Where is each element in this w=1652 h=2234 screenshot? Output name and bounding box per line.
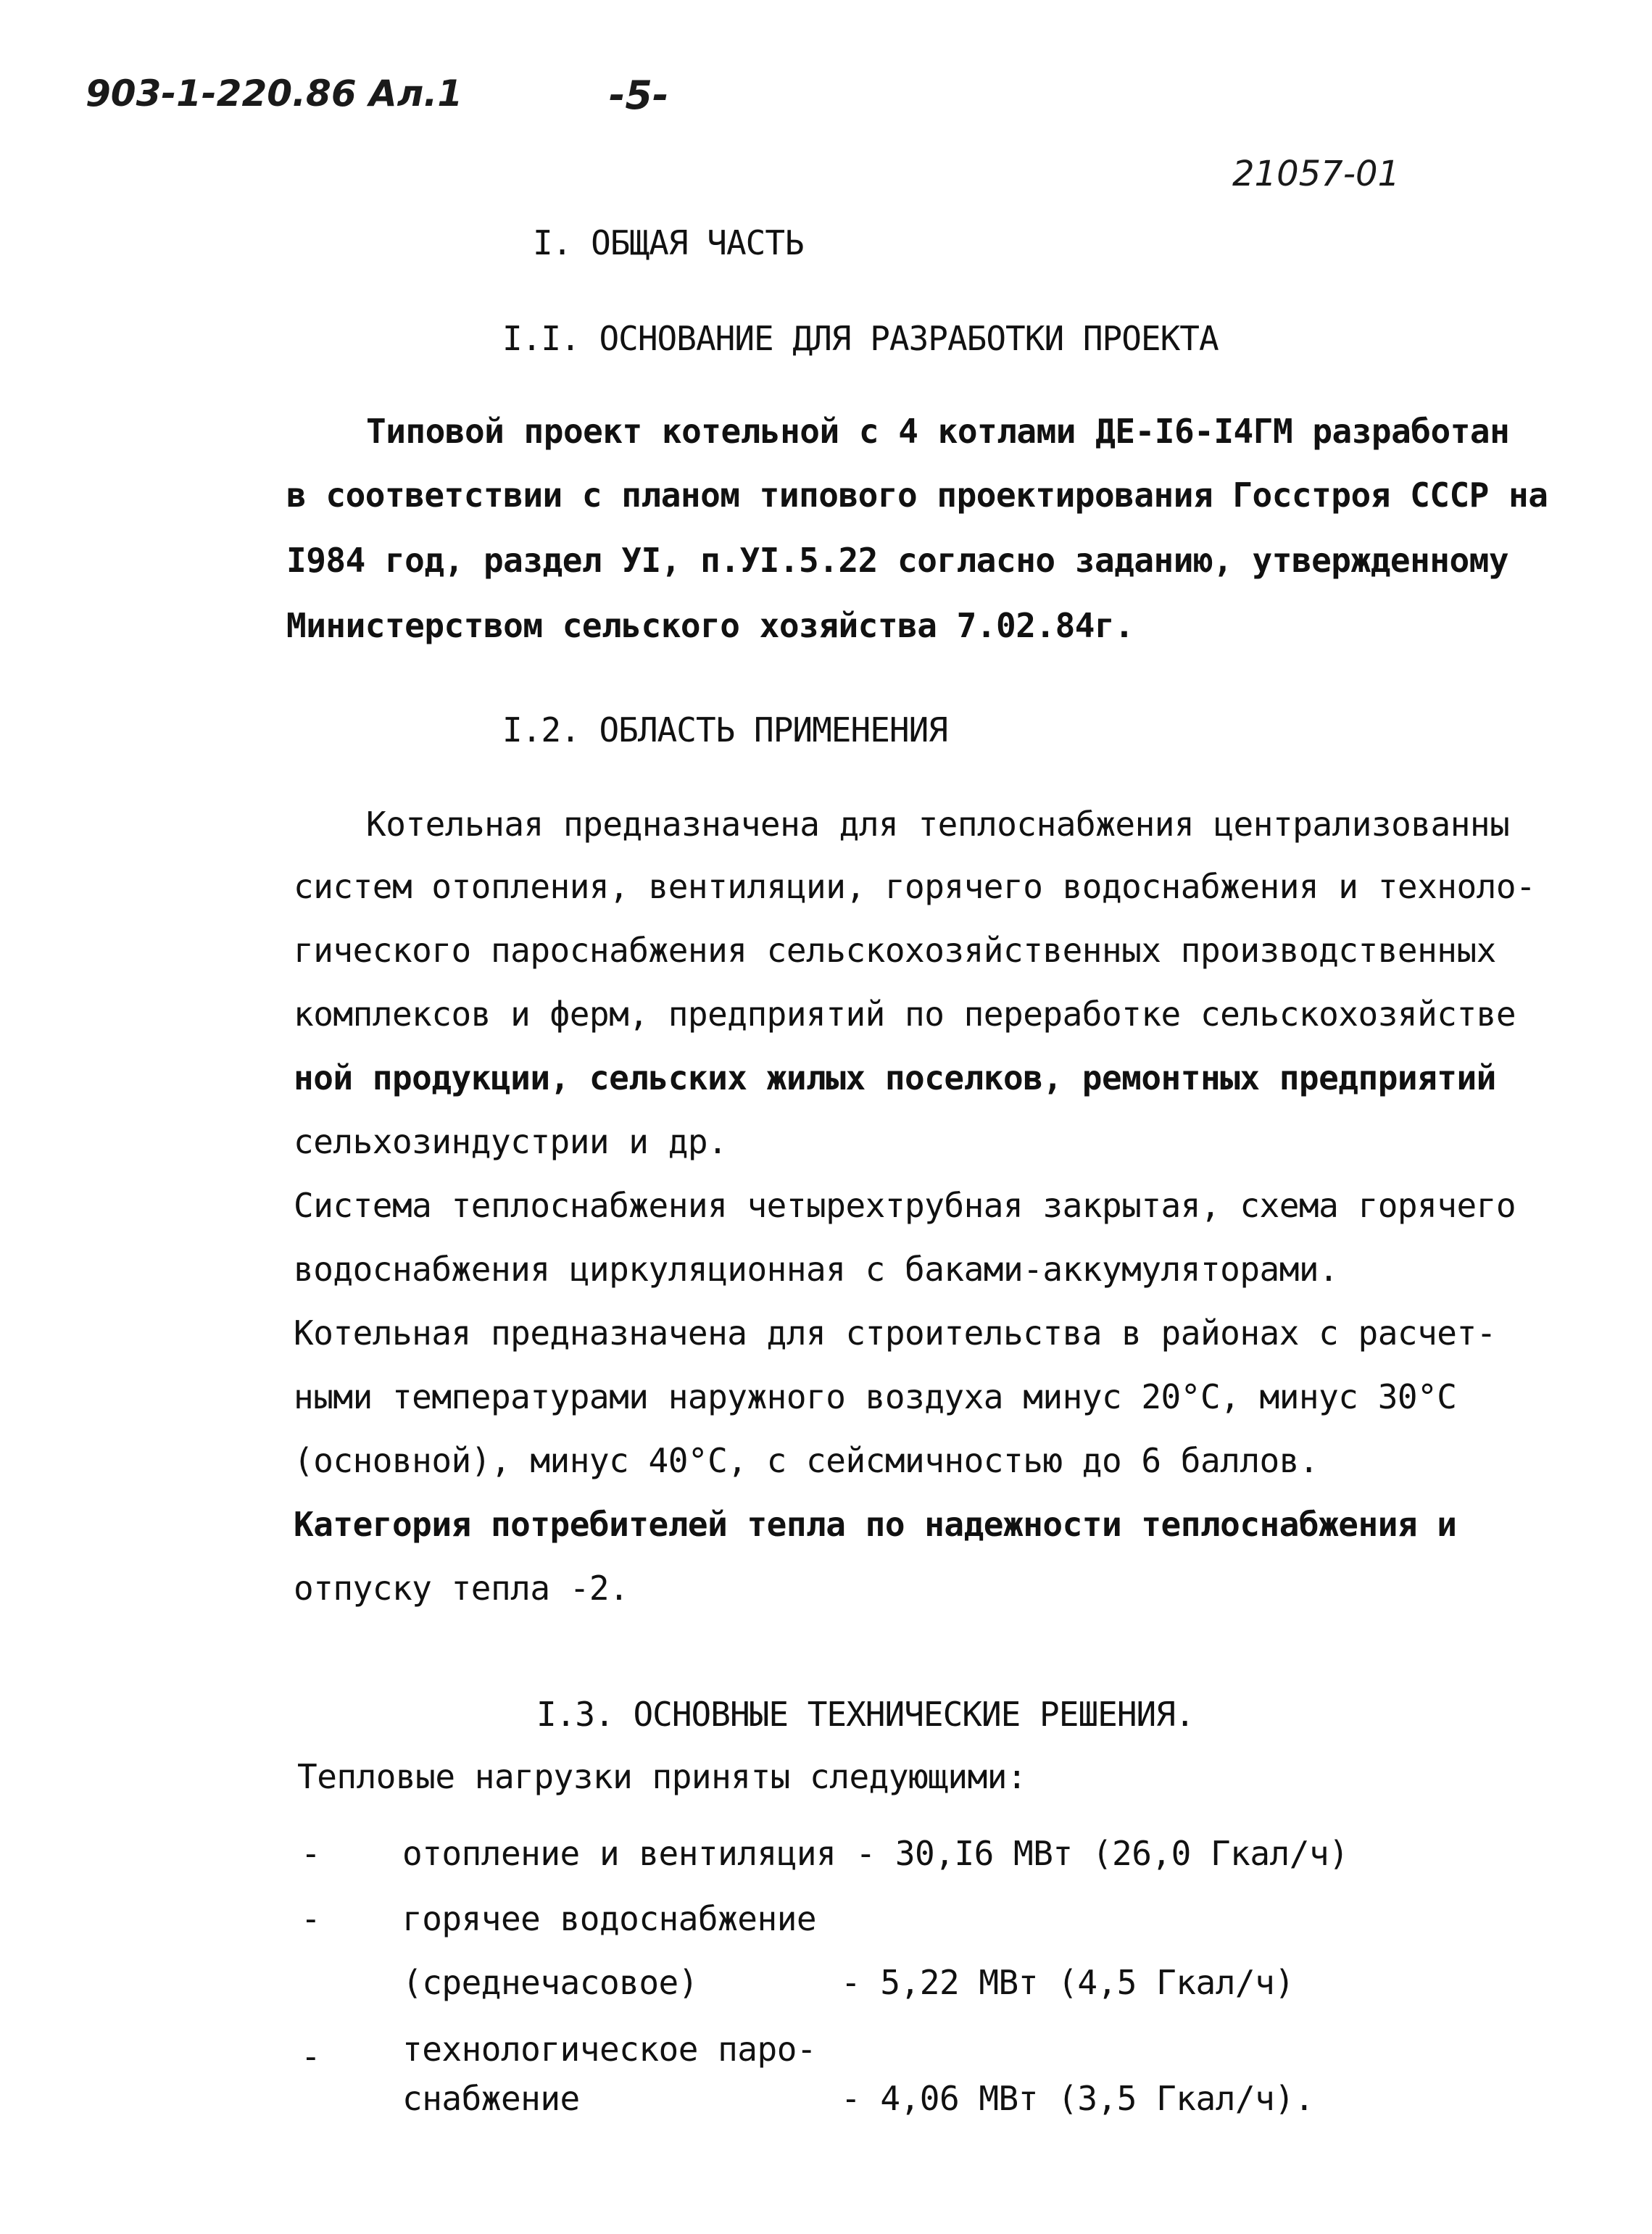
list-bullet: - bbox=[301, 2037, 321, 2076]
paragraph-line: Система теплоснабжения четырехтрубная закрытая, схема горячего bbox=[294, 1186, 1516, 1225]
paragraph-line: систем отопления, вентиляции, горячего водоснабжения и техноло- bbox=[294, 867, 1536, 906]
loads-intro: Тепловые нагрузки приняты следующими: bbox=[297, 1757, 1027, 1796]
load-item-heating: отопление и вентиляция - 30,I6 МВт (26,0 Гкал/ч) bbox=[402, 1834, 1349, 1873]
list-bullet: - bbox=[301, 1899, 321, 1938]
list-bullet: - bbox=[301, 1834, 321, 1873]
load-item-steam: технологическое паро- bbox=[402, 2030, 817, 2069]
paragraph-line: Котельная предназначена для строительства в районах с расчет- bbox=[294, 1313, 1496, 1353]
paragraph-line: ной продукции, сельских жилых поселков, ремонтных предприятий bbox=[294, 1058, 1496, 1097]
paragraph-line: Типовой проект котельной с 4 котлами ДЕ-I6-I4ГМ разработан bbox=[366, 412, 1510, 451]
paragraph-line: отпуску тепла -2. bbox=[294, 1569, 629, 1608]
load-item-steam-value: - 4,06 МВт (3,5 Гкал/ч). bbox=[841, 2079, 1314, 2118]
section-1-2-heading: I.2. ОБЛАСТЬ ПРИМЕНЕНИЯ bbox=[502, 710, 947, 749]
paragraph-line: Министерством сельского хозяйства 7.02.84г. bbox=[286, 606, 1134, 645]
paragraph-line: Котельная предназначена для теплоснабжения централизованны bbox=[366, 805, 1510, 844]
paragraph-line: Категория потребителей тепла по надежности теплоснабжения и bbox=[294, 1505, 1457, 1544]
section-1-1-heading: I.I. ОСНОВАНИЕ ДЛЯ РАЗРАБОТКИ ПРОЕКТА bbox=[502, 319, 1219, 358]
paragraph-line: водоснабжения циркуляционная с баками-аккумуляторами. bbox=[294, 1250, 1339, 1289]
page-number: -5- bbox=[609, 72, 669, 118]
paragraph-line: в соответствии с планом типового проектирования Госстроя СССР на bbox=[286, 476, 1548, 515]
load-item-hot-water-label: (среднечасовое) bbox=[402, 1963, 698, 2002]
document-code: 903-1-220.86 Ал.1 bbox=[86, 72, 463, 115]
paragraph-line: I984 год, раздел УI, п.УI.5.22 согласно заданию, утвержденному bbox=[286, 541, 1509, 580]
paragraph-line: ными температурами наружного воздуха минус 20°С, минус 30°С bbox=[294, 1377, 1457, 1416]
page-title: I. ОБЩАЯ ЧАСТЬ bbox=[533, 223, 804, 262]
paragraph-line: (основной), минус 40°С, с сейсмичностью до 6 баллов. bbox=[294, 1441, 1319, 1480]
document-number: 21057-01 bbox=[1232, 154, 1400, 194]
paragraph-line: сельхозиндустрии и др. bbox=[294, 1122, 728, 1161]
load-item-hot-water: горячее водоснабжение bbox=[402, 1899, 817, 1938]
section-1-3-heading: I.3. ОСНОВНЫЕ ТЕХНИЧЕСКИЕ РЕШЕНИЯ. bbox=[536, 1695, 1195, 1734]
load-item-hot-water-value: - 5,22 МВт (4,5 Гкал/ч) bbox=[841, 1963, 1295, 2002]
paragraph-line: комплексов и ферм, предприятий по переработке сельскохозяйстве bbox=[294, 994, 1516, 1034]
load-item-steam-label: снабжение bbox=[402, 2079, 580, 2118]
paragraph-line: гического пароснабжения сельскохозяйственных производственных bbox=[294, 931, 1496, 970]
